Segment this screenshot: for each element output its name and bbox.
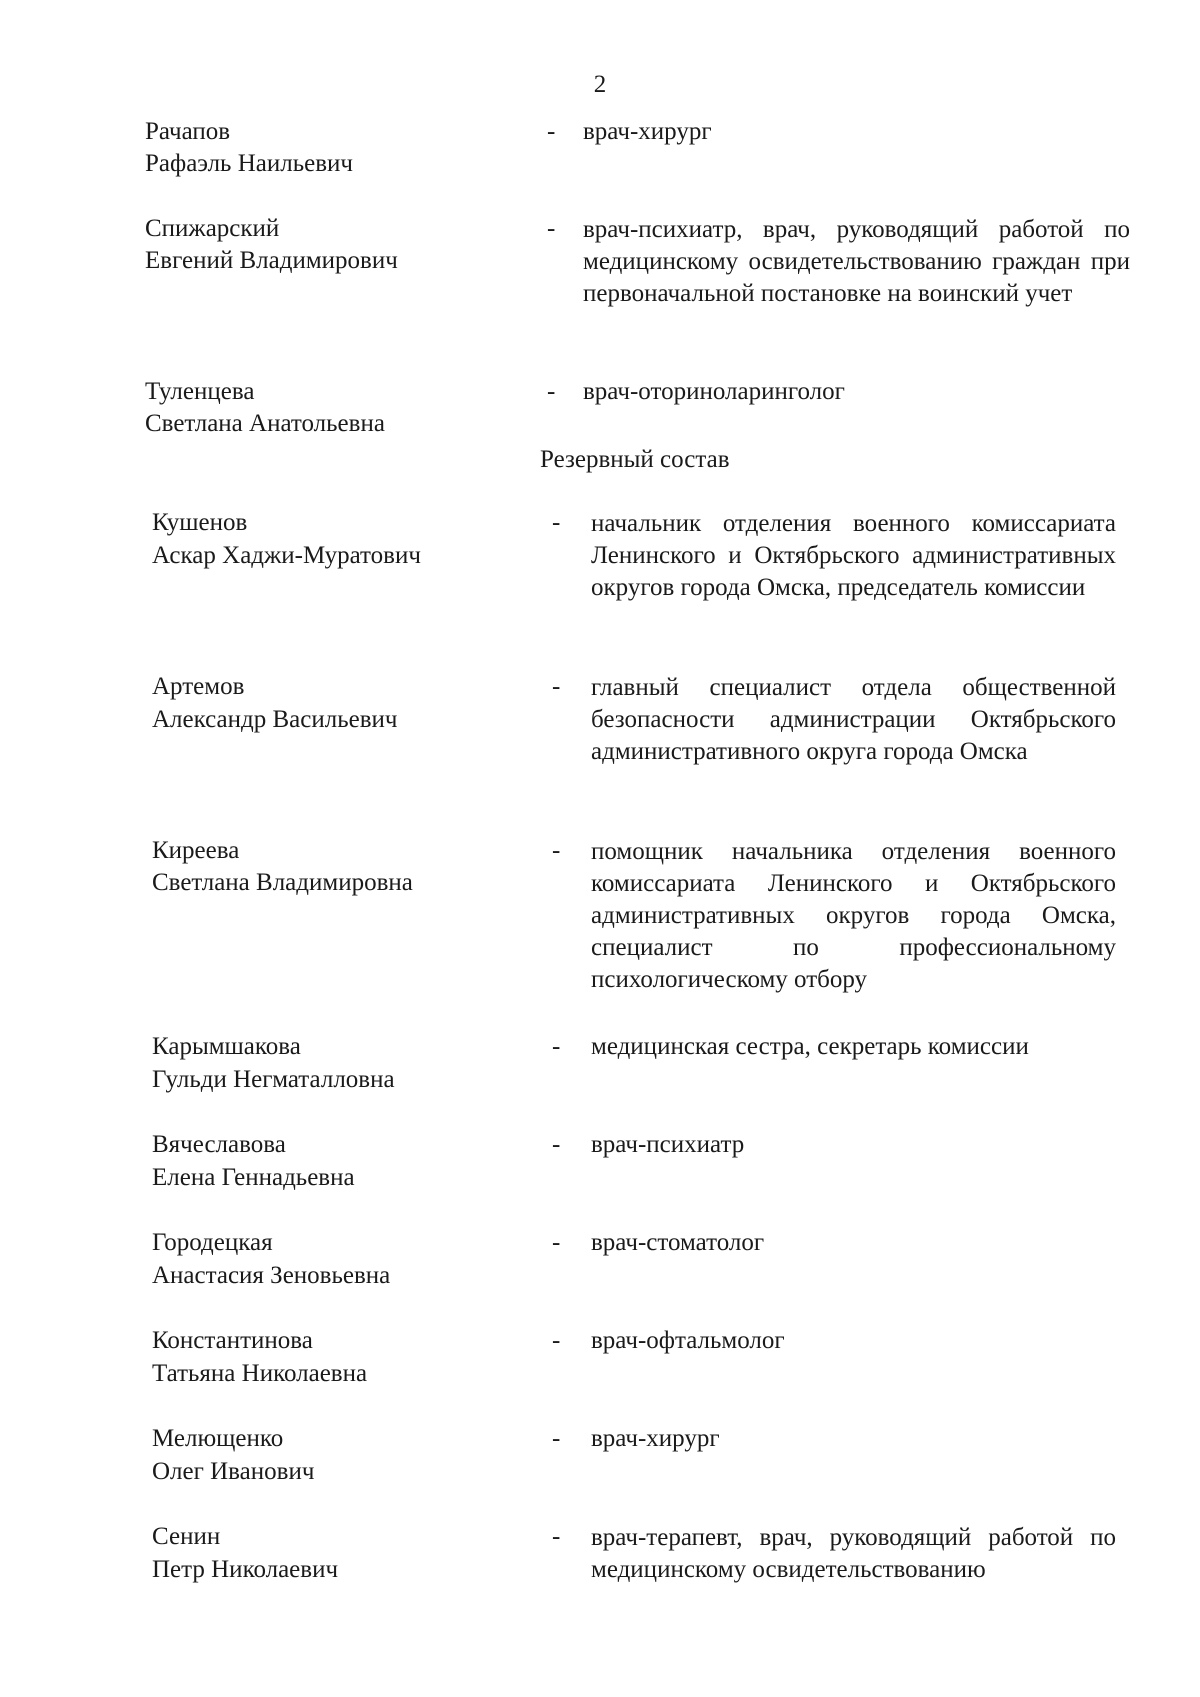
member-surname: Сенин [152,1523,221,1550]
dash: - [552,673,561,700]
member-surname: Рачапов [145,118,231,145]
member-given-names: Светлана Анатольевна [145,410,385,437]
member-role: медицинская сестра, секретарь комиссии [591,1033,1029,1060]
dash: - [552,1425,561,1452]
member-role: врач-хирург [583,118,712,145]
member-surname: Вячеславова [152,1131,286,1158]
dash: - [552,1033,561,1060]
member-role: помощник начальника отделения военного комиссариата Ленинского и Октябрьского административных округов города Омска, специалист по профессиональному психологическому отбору [591,838,1116,993]
member-surname: Кушенов [152,509,248,536]
member-role: врач-терапевт, врач, руководящий работой по медицинскому освидетельствованию [591,1524,1116,1583]
section-title: Резервный состав [540,446,730,473]
member-role: врач-хирург [591,1425,720,1452]
dash: - [552,509,561,536]
member-surname: Спижарский [145,215,280,242]
dash: - [552,1229,561,1256]
member-given-names: Рафаэль Наильевич [145,150,353,177]
member-surname: Киреева [152,837,240,864]
member-surname: Карымшакова [152,1033,301,1060]
dash: - [547,118,556,145]
member-surname: Константинова [152,1327,313,1354]
dash: - [552,1131,561,1158]
member-given-names: Олег Иванович [152,1458,315,1485]
member-surname: Городецкая [152,1229,273,1256]
member-role: врач-оториноларинголог [583,378,845,405]
member-surname: Туленцева [145,378,255,405]
member-role: врач-психиатр, врач, руководящий работой по медицинскому освидетельствованию граждан при первоначальной постановке на воинский учет [583,216,1130,307]
member-role: начальник отделения военного комиссариата Ленинского и Октябрьского административных округов города Омска, председатель комиссии [591,510,1116,601]
member-given-names: Петр Николаевич [152,1556,339,1583]
member-role: врач-офтальмолог [591,1327,785,1354]
member-given-names: Аскар Хаджи-Муратович [152,542,421,569]
member-given-names: Елена Геннадьевна [152,1164,355,1191]
member-given-names: Татьяна Николаевна [152,1360,368,1387]
member-role: врач-стоматолог [591,1229,765,1256]
dash: - [552,837,561,864]
member-given-names: Анастасия Зеновьевна [152,1262,391,1289]
member-role: врач-психиатр [591,1131,745,1158]
member-given-names: Александр Васильевич [152,706,398,733]
member-given-names: Евгений Владимирович [145,247,398,274]
member-surname: Артемов [152,673,245,700]
member-given-names: Светлана Владимировна [152,869,413,896]
member-surname: Мелющенко [152,1425,284,1452]
dash: - [552,1523,561,1550]
member-role: главный специалист отдела общественной безопасности администрации Октябрьского административного округа города Омска [591,674,1116,765]
member-given-names: Гульди Негматалловна [152,1066,395,1093]
dash: - [547,378,556,405]
dash: - [552,1327,561,1354]
dash: - [547,215,556,242]
page-number: 2 [593,71,607,98]
